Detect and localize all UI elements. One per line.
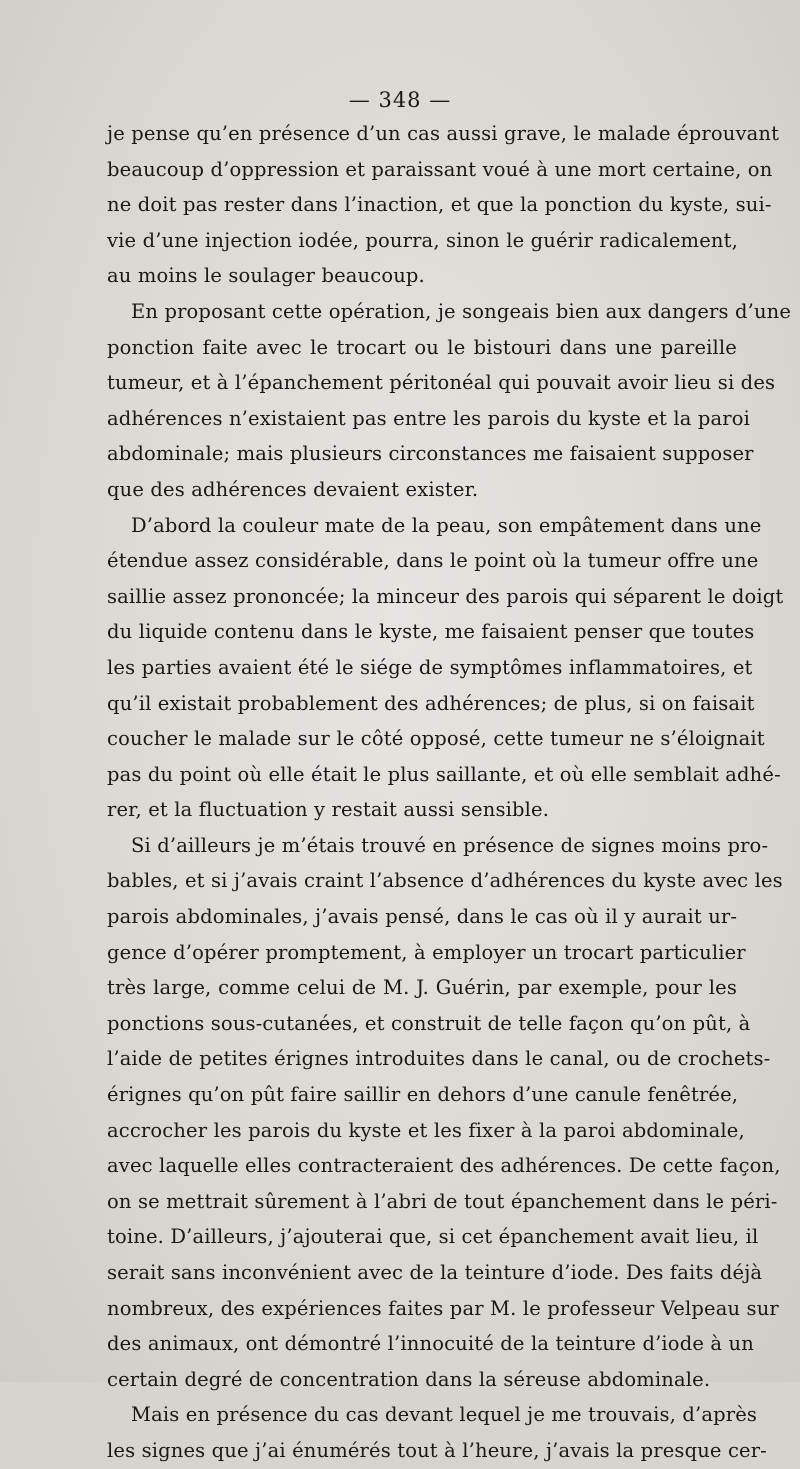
body-text [107,116,792,1469]
text-line: les parties avaient été le siége de symptômes inflammatoires, et [107,655,753,679]
text-line: au moins le soulager beaucoup. [107,264,425,288]
text-line: ne doit pas rester dans l’inaction, et que la ponction du kyste, sui- [107,193,772,217]
text-line: ponctions sous-cutanées, et construit de telle façon qu’on pût, à [107,1011,751,1035]
paragraph-start-line: Si d’ailleurs je m’étais trouvé en présence de signes moins pro- [131,833,769,857]
text-line: ponction faite avec le trocart ou le bistouri dans une pareille [107,335,737,359]
text-line: très large, comme celui de M. J. Guérin, par exemple, pour les [107,976,737,1000]
text-line: adhérences n’existaient pas entre les parois du kyste et la paroi [107,406,751,430]
text-line: toine. D’ailleurs, j’ajouterai que, si cet épanchement avait lieu, il [107,1225,759,1249]
text-line: l’aide de petites érignes introduites dans le canal, ou de crochets- [107,1047,771,1071]
text-line: parois abdominales, j’avais pensé, dans le cas où il y aurait ur- [107,905,738,929]
paragraph-start-line: Mais en présence du cas devant lequel je me trouvais, d’après [131,1403,758,1427]
text-line: nombreux, des expériences faites par M. le professeur Velpeau sur [107,1296,779,1320]
text-line: accrocher les parois du kyste et les fixer à la paroi abdominale, [107,1118,745,1142]
text-line: tumeur, et à l’épanchement péritonéal qui pouvait avoir lieu si des [107,371,776,395]
text-line: étendue assez considérable, dans le point où la tumeur offre une [107,549,759,573]
text-line: certain degré de concentration dans la séreuse abdominale. [107,1367,711,1391]
text-line: abdominale; mais plusieurs circonstances me faisaient supposer [107,442,754,466]
text-line: coucher le malade sur le côté opposé, cette tumeur ne s’éloignait [107,727,765,751]
text-line: les signes que j’ai énumérés tout à l’heure, j’avais la presque cer- [107,1438,767,1462]
text-line: que des adhérences devaient exister. [107,477,479,501]
text-line: gence d’opérer promptement, à employer un trocart particulier [107,940,746,964]
text-line: qu’il existait probablement des adhérences; de plus, si on faisait [107,691,755,715]
paragraph-start-line: En proposant cette opération, je songeais bien aux dangers d’une [131,299,792,323]
text-line: vie d’une injection iodée, pourra, sinon le guérir radicalement, [107,228,738,252]
paragraph-start-line: D’abord la couleur mate de la peau, son empâtement dans une [131,513,762,537]
text-line: bables, et si j’avais craint l’absence d’adhérences du kyste avec les [107,869,783,893]
text-line: des animaux, ont démontré l’innocuité de la teinture d’iode à un [107,1332,754,1356]
text-line: saillie assez prononcée; la minceur des parois qui séparent le doigt [107,584,784,608]
text-line: du liquide contenu dans le kyste, me faisaient penser que toutes [107,620,755,644]
text-line: érignes qu’on pût faire saillir en dehors d’une canule fenêtrée, [107,1083,739,1107]
text-line: rer, et la fluctuation y restait aussi sensible. [107,798,550,822]
text-line: je pense qu’en présence d’un cas aussi grave, le malade éprouvant [107,122,780,145]
text-line: serait sans inconvénient avec de la teinture d’iode. Des faits déjà [107,1261,763,1284]
text-line: beaucoup d’oppression et paraissant voué à une mort certaine, on [107,157,773,181]
text-line: avec laquelle elles contracteraient des adhérences. De cette façon, [107,1154,781,1178]
text-line: on se mettrait sûrement à l’abri de tout épanchement dans le péri- [107,1189,778,1213]
text-line: pas du point où elle était le plus saillante, et où elle semblait adhé- [107,762,781,786]
page-number: — 348 — [348,88,452,112]
